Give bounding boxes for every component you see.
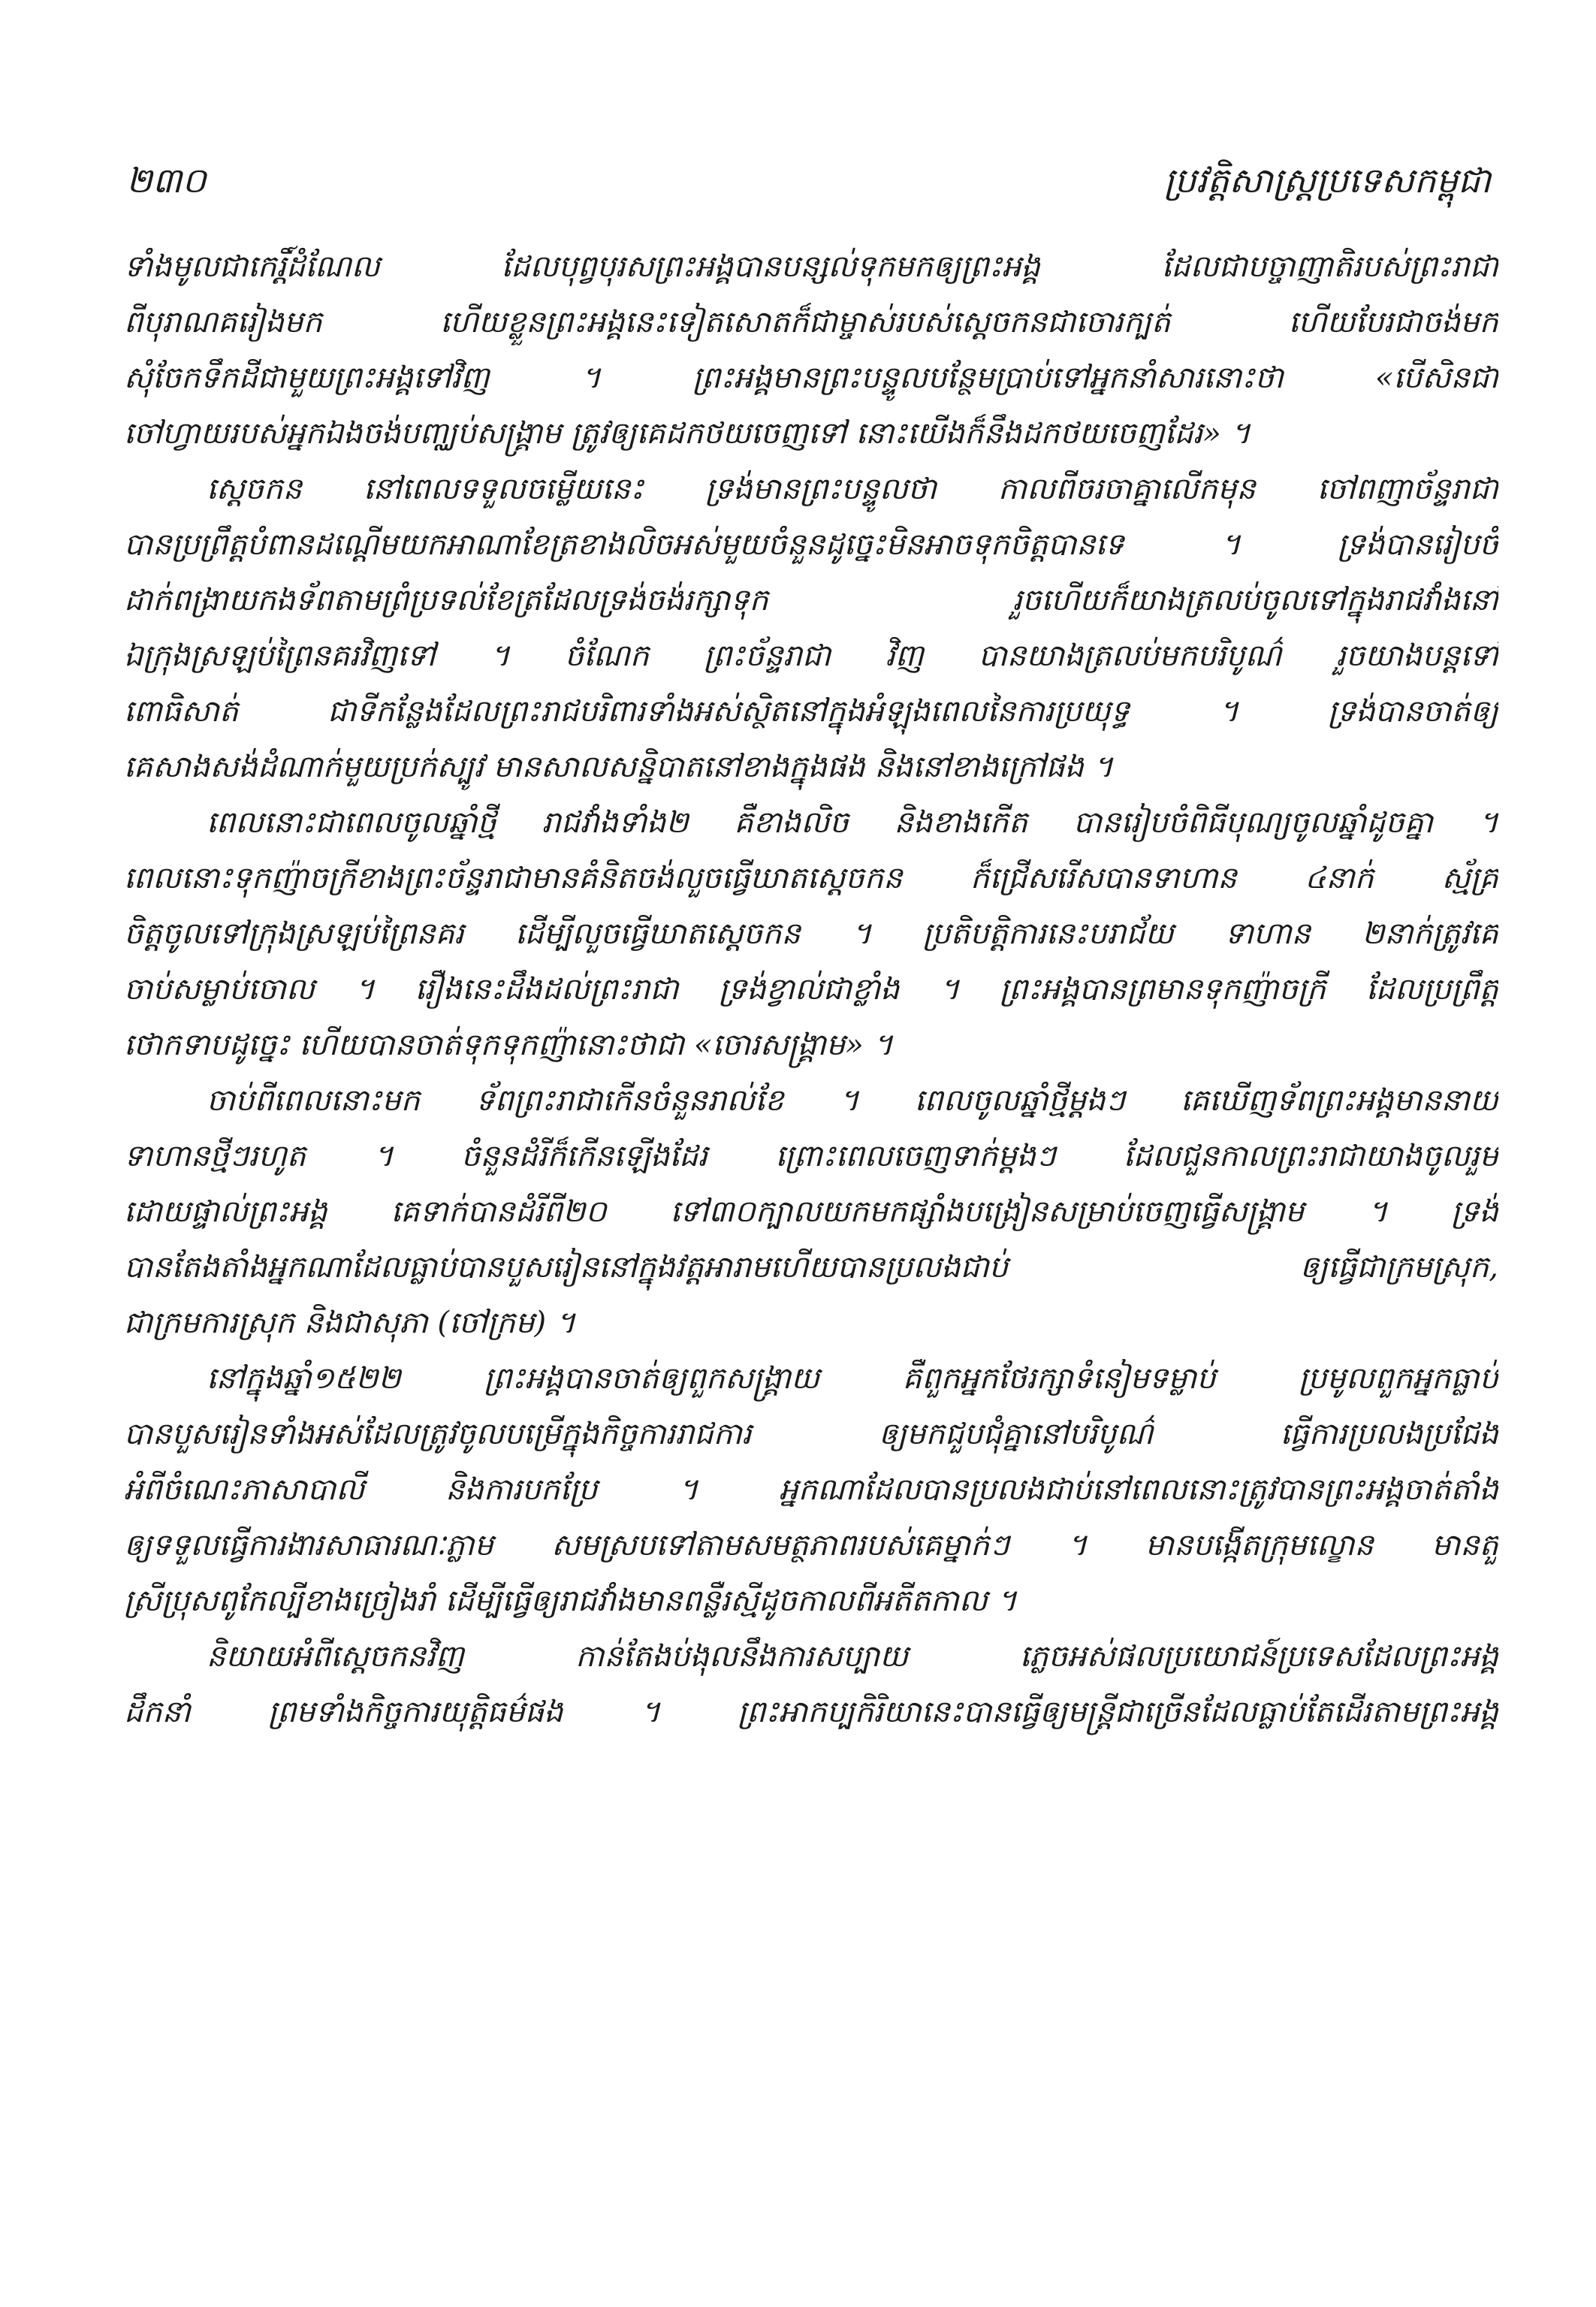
text-line: បានប្រព្រឹត្តបំពានដណ្ដើមយកអាណាខែត្រខាងលិចអស់មួយចំនួនដូច្នេះមិនអាចទុកចិត្តបានទេ ។ ទ្រង់បានរៀបចំ [124,527,1498,562]
text-line: នៅក្នុងឆ្នាំ១៥២២ ព្រះអង្គបានចាត់ឲ្យពួកសង្គ្រាយ គឺពួកអ្នកថែរក្សាទំនៀមទម្លាប់ ប្រមូលពួកអ្នកធ្លាប់ [207,1361,1498,1396]
text-line: បានបួសរៀនទាំងអស់ដែលត្រូវចូលបម្រើក្នុងកិច្ចការរាជការ ឲ្យមកជួបជុំគ្នានៅបរិបូណ៌ ធ្វើការប្រលងប្រជែង [124,1417,1498,1451]
book-title: ប្រវត្តិសាស្ត្រប្រទេសកម្ពុជា [1163,160,1491,201]
paragraph [124,239,1498,461]
text-line: ស្ដេចកន នៅពេលទទួលចម្លើយនេះ ទ្រង់មានព្រះបន្ទូលថា កាលពីចរចាគ្នាលើកមុន ចៅពញាច័ន្ទរាជា [207,472,1498,506]
text-line: ជាក្រមការស្រុក និងជាសុភា (ចៅក្រម) ។ [124,1306,576,1340]
paragraph [124,1351,1498,1629]
text-line: ទាំងមូលជាកេរ្តិ៍ដំណែល ដែលបុព្វបុរសព្រះអង្គបានបន្សល់ទុកមកឲ្យព្រះអង្គ ដែលជាបច្ចាញាតិរបស់ព្រះរាជា [124,249,1498,284]
text-line: ដឹកនាំ ព្រមទាំងកិច្ចការយុត្តិធម៌ផង ។ ព្រះអាកប្បកិរិយានេះបានធ្វើឲ្យមន្ត្រីជាច្រើនដែលធ្លាប់តែដើរតាមព្រះអង្គ [124,1695,1498,1729]
paragraph [124,1073,1498,1351]
paragraph [124,795,1498,1073]
text-line: ចិត្តចូលទៅក្រុងស្រឡប់ព្រៃនគរ ដើម្បីលួចធ្វើឃាតស្ដេចកន ។ ប្រតិបត្តិការនេះបរាជ័យ ទាហាន ២នាក់ត្រូវគេ [124,916,1498,951]
text-line: ឲ្យទទួលធ្វើការងារសាធារណៈភ្លាម សមស្របទៅតាមសមត្ថភាពរបស់គេម្នាក់ៗ ។ មានបង្កើតក្រុមល្ខោន មានតួ [124,1528,1498,1563]
text-line: ថោកទាបដូច្នេះ ហើយបានចាត់ទុកទុកញ៉ានោះថាជា «ចោរសង្គ្រាម» ។ [124,1028,893,1062]
body-text [124,239,1498,1740]
paragraph [124,461,1498,795]
text-line: ពេលនោះជាពេលចូលឆ្នាំថ្មី រាជវាំងទាំង២ គឺខាងលិច និងខាងកើត បានរៀបចំពិធីបុណ្យចូលឆ្នាំដូចគ្នា ។ [207,805,1498,840]
text-line: ពេលនោះទុកញ៉ាចក្រីខាងព្រះច័ន្ទរាជាមានគំនិតចង់លួចធ្វើឃាតស្ដេចកន ក៏ជ្រើសរើសបានទាហាន ៤នាក់ ស្ម័គ្រ [124,861,1498,895]
text-line: គេសាងសង់ដំណាក់មួយប្រក់ស្បូវ មានសាលសន្និបាតនៅខាងក្នុងផង និងនៅខាងក្រៅផង ។ [124,750,1114,784]
text-line: ចៅហ្វាយរបស់អ្នកឯងចង់បញ្ឈប់សង្គ្រាម ត្រូវឲ្យគេដកថយចេញទៅ នោះយើងក៏នឹងដកថយចេញដែរ» ។ [124,416,1251,451]
running-head [126,154,1491,207]
paragraph [124,1629,1498,1740]
text-line: ដោយផ្ទាល់ព្រះអង្គ គេទាក់បានដំរីពី២០ ទៅ៣០ក្បាលយកមកផ្សាំងបង្រៀនសម្រាប់ចេញធ្វើសង្គ្រាម ។ ទ្រង់ [124,1194,1498,1229]
page-number: ២៣០ [126,160,207,201]
text-line: អំពីចំណេះភាសាបាលី និងការបកប្រែ ។ អ្នកណាដែលបានប្រលងជាប់នៅពេលនោះត្រូវបានព្រះអង្គចាត់តាំង [124,1472,1498,1507]
text-line: ឯក្រុងស្រឡប់ព្រៃនគរវិញទៅ ។ ចំណែក ព្រះច័ន្ទរាជា វិញ បានយាងត្រលប់មកបរិបូណ៌ រួចយាងបន្តទៅ [124,639,1498,673]
text-line: សុំចែកទឹកដីជាមួយព្រះអង្គទៅវិញ ។ ព្រះអង្គមានព្រះបន្ទូលបន្ថែមប្រាប់ទៅអ្នកនាំសារនោះថា «បើសិនជា [124,361,1498,395]
text-line: ចាប់សម្លាប់ចោល ។ រឿងនេះដឹងដល់ព្រះរាជា ទ្រង់ខ្វាល់ជាខ្លាំង ។ ព្រះអង្គបានព្រមានទុកញ៉ាចក្រី ដែលប្រព្រឹត្ត [124,972,1498,1007]
text-line: បានតែងតាំងអ្នកណាដែលធ្លាប់បានបួសរៀននៅក្នុងវត្តអារាមហើយបានប្រលងជាប់ ឲ្យធ្វើជាក្រមស្រុក, [124,1250,1498,1285]
text-line: ពោធិសាត់ ជាទីកន្លែងដែលព្រះរាជបរិពារទាំងអស់ស្ថិតនៅក្នុងអំឡុងពេលនៃការប្រយុទ្ធ ។ ទ្រង់បានចាត់ឲ្យ [124,694,1498,729]
text-line: ស្រីប្រុសពូកែល្បីខាងច្រៀងរាំ ដើម្បីធ្វើឲ្យរាជវាំងមានពន្លឺរស្មីដូចកាលពីអតីតកាល ។ [124,1584,1017,1618]
text-line: ដាក់ពង្រាយកងទ័ពតាមព្រំប្រទល់ខែត្រដែលទ្រង់ចង់រក្សាទុក រួចហើយក៏យាងត្រលប់ចូលទៅក្នុងរាជវាំងនៅ [124,583,1498,618]
text-line: និយាយអំពីស្ដេចកនវិញ កាន់តែងប់ងុលនឹងការសប្បាយ ភ្លេចអស់ផលប្រយោជន៍ប្រទេសដែលព្រះអង្គ [207,1639,1498,1674]
text-line: ទាហានថ្មីៗរហូត ។ ចំនួនដំរីក៏កើនឡើងដែរ ព្រោះពេលចេញទាក់ម្ដងៗ ដែលជួនកាលព្រះរាជាយាងចូលរួម [124,1139,1498,1173]
text-line: ពីបុរាណគរៀងមក ហើយខ្លួនព្រះអង្គនេះទៀតសោតក៏ជាម្ចាស់របស់ស្ដេចកនជាចោរក្បត់ ហើយបែរជាចង់មក [124,305,1498,340]
text-line: ចាប់ពីពេលនោះមក ទ័ពព្រះរាជាកើនចំនួនរាល់ខែ ។ ពេលចូលឆ្នាំថ្មីម្ដងៗ គេឃើញទ័ពព្រះអង្គមាននាយ [207,1083,1498,1118]
